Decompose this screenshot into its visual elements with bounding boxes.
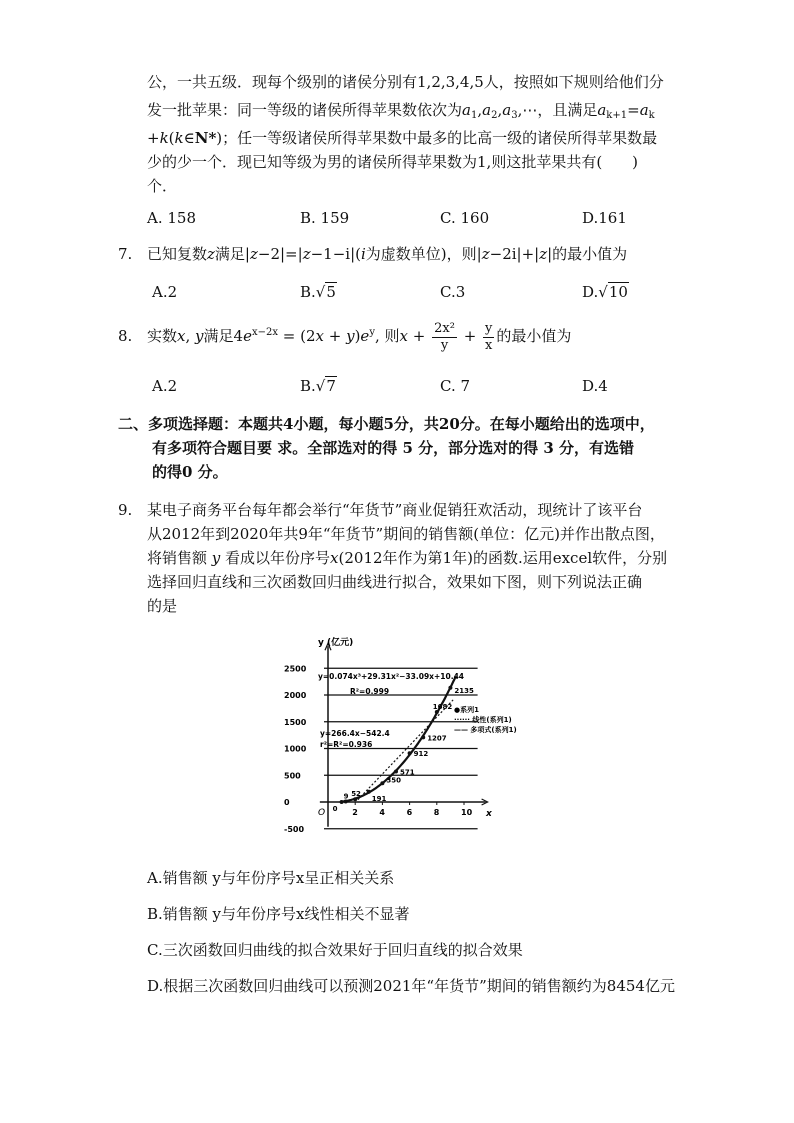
q7-var: z (539, 245, 548, 263)
q8-exp: x−2x (251, 327, 278, 338)
q6-var: a (639, 101, 649, 119)
data-label: 571 (400, 768, 415, 777)
q7-text: −2i|+| (489, 245, 540, 263)
q7-var: z (302, 245, 311, 263)
x-tick-label: 2 (352, 808, 358, 817)
data-point (408, 751, 412, 755)
q6-line4 (147, 152, 638, 172)
q8-text: 满足 (203, 327, 234, 345)
q6-set: N* (194, 129, 217, 147)
data-label: 1207 (427, 734, 447, 743)
legend-linear: ······ 线性(系列1) (454, 716, 512, 724)
q7-text: −1−i|( (310, 245, 361, 263)
q7-var: z (249, 245, 258, 263)
legend-poly: —— 多项式(系列1) (454, 726, 517, 734)
q8-var: e (360, 327, 370, 345)
q6-option-c: C. 160 (440, 209, 490, 227)
q9-option-a: A.销售额 y与年份序号x呈正相关关系 (147, 869, 395, 887)
q7-text: 为虚数单位)，则| (365, 245, 482, 263)
q6-line3 (147, 128, 657, 148)
x-axis-label: x (486, 809, 492, 819)
q6-sep: , (477, 101, 483, 119)
q6-sub: k (648, 110, 655, 121)
q7-option-b-label: B. (300, 283, 316, 301)
q7-option-d-radicand: 10 (608, 283, 628, 301)
q6-line2 (147, 100, 655, 120)
x-tick-label: 8 (433, 808, 440, 817)
x-tick-label: 10 (461, 808, 473, 817)
q6-sep: , (497, 101, 503, 119)
y-tick-label: 2500 (284, 664, 307, 674)
q7-text: −2|=| (257, 245, 303, 263)
q7-option-d (582, 282, 629, 302)
q6-var: k (174, 129, 184, 147)
q9-option-c: C.三次函数回归曲线的拟合效果好于回归直线的拟合效果 (147, 941, 523, 959)
data-label: 350 (386, 776, 402, 785)
q7-var: z (207, 245, 215, 263)
q6-text: ,⋯，且满足 (517, 101, 598, 119)
q8-fraction-1 (432, 321, 457, 354)
poly-r2: R²=0.999 (350, 687, 390, 696)
data-point (448, 686, 452, 690)
q6-text: ( (168, 129, 175, 147)
q8-option-a: A.2 (152, 377, 178, 395)
data-label: 52 (351, 790, 361, 799)
q8-var: x (399, 327, 408, 345)
data-points (333, 686, 474, 813)
data-point (380, 781, 384, 785)
data-point (394, 769, 398, 773)
q6-eq: = (627, 101, 640, 119)
y-tick-label: 0 (284, 798, 290, 807)
q6-sub: 3 (511, 110, 518, 121)
y-tick-label: 1000 (284, 744, 307, 754)
q6-text: 个． (147, 177, 178, 195)
q9-text: 将销售额 (147, 549, 212, 567)
q9-var: x (330, 549, 339, 567)
q9-line3 (147, 548, 667, 568)
linear-fit-line (358, 700, 453, 800)
y-tick-label: 1500 (284, 717, 307, 727)
q8-text: = (2 (278, 327, 316, 345)
q7-option-b-radicand: 5 (326, 283, 336, 301)
q6-var: k (159, 129, 169, 147)
q6-var: a (462, 101, 471, 119)
q8-option-b-radicand: 7 (326, 377, 336, 395)
q9-option-b: B.销售额 y与年份序号x线性相关不显著 (147, 905, 410, 923)
section2-line3 (152, 462, 228, 482)
q6-var: a (597, 101, 607, 119)
q6-line1 (147, 72, 664, 92)
data-point (421, 735, 425, 739)
q7-text: 满足| (214, 245, 250, 263)
data-point (340, 800, 344, 804)
y-tick-label: 2000 (284, 691, 307, 700)
q7-option-a: A.2 (152, 283, 178, 301)
section2-text: 有多项符合题目要 求。全部选对的得 5 分，部分选对的得 3 分，有选错 (152, 439, 634, 457)
q8-option-b (300, 376, 337, 396)
q8-var: y (195, 327, 204, 345)
q9-option-d: D.根据三次函数回归曲线可以预测2021年“年货节”期间的销售额约为8454亿元 (147, 977, 675, 995)
legend-series1: ●系列1 (454, 706, 479, 714)
q8-var: x (177, 327, 186, 345)
origin-label: O (318, 808, 326, 818)
q6-option-d: D.161 (582, 209, 627, 227)
q6-line5 (147, 176, 177, 196)
sqrt-symbol: √10 (598, 283, 628, 301)
sqrt-symbol: √7 (315, 377, 336, 395)
q9-var: y (211, 549, 221, 567)
data-label: 9 (343, 792, 349, 801)
q9-number: 9. (118, 501, 133, 519)
q8-option-b-label: B. (300, 377, 316, 395)
q8-option-c: C. 7 (440, 377, 471, 395)
q7-var: i (360, 245, 366, 263)
data-label: 912 (413, 750, 429, 759)
q8-number: 8. (118, 327, 133, 345)
q9-text: (2012年作为第1年)的函数.运用excel软件，分别 (338, 549, 668, 567)
q8-var: y (346, 327, 355, 345)
q8-text: + (323, 327, 347, 345)
q9-text: 看成以年份序号 (220, 549, 331, 567)
q9-line4: 选择回归直线和三次函数回归曲线进行拟合，效果如下图，则下列说法正确 (147, 573, 643, 591)
q9-line1: 某电子商务平台每年都会举行“年货节”商业促销狂欢活动，现统计了该平台 (147, 501, 643, 519)
q7-text: 已知复数 (147, 245, 208, 263)
q8-text: 实数 (147, 327, 178, 345)
sqrt-symbol: √5 (315, 283, 336, 301)
y-tick-label: 500 (284, 771, 301, 781)
y-tick-label: -500 (284, 824, 305, 834)
q6-sub: k+1 (606, 110, 628, 121)
q8-frac-num: 2x² (434, 320, 455, 336)
q8-text: 的最小值为 (496, 327, 572, 345)
q7-option-d-label: D. (582, 283, 599, 301)
q8-exp: y (369, 327, 375, 338)
q9-line5: 的是 (147, 597, 178, 615)
q6-line2-text: 发一批苹果：同一等级的诸侯所得苹果数依次为 (147, 101, 463, 119)
q8-fraction-2 (483, 321, 494, 354)
q6-option-b: B. 159 (300, 209, 350, 227)
x-tick-label: 4 (379, 808, 385, 817)
q8-frac-den: y (440, 337, 449, 353)
q6-text: + (147, 129, 160, 147)
q7-stem (147, 244, 627, 264)
data-label: 191 (371, 794, 387, 803)
q8-text: ) (354, 327, 361, 345)
linear-equation: y=266.4x−542.4 (320, 729, 390, 738)
q8-text: 4 (233, 327, 244, 345)
q8-text: + (458, 327, 482, 345)
q6-var: a (502, 101, 512, 119)
section2-line1 (118, 414, 655, 434)
q9-line2: 从2012年到2020年共9年“年货节”期间的销售额(单位：亿元)并作出散点图， (147, 525, 665, 543)
q6-line1-text: 公，一共五级．现每个级别的诸侯分别有1,2,3,4,5人，按照如下规则给他们分 (147, 73, 664, 91)
q6-text: ∈ (183, 129, 195, 147)
linear-r2: r²=R²=0.936 (320, 740, 373, 749)
x-tick-label: 6 (406, 808, 413, 817)
q7-number: 7. (118, 245, 133, 263)
q6-var: a (482, 101, 492, 119)
q6-sub: 1 (470, 110, 478, 121)
section2-text: 的得0 分。 (152, 463, 228, 481)
q8-text: , (185, 327, 196, 345)
q7-option-c: C.3 (440, 283, 466, 301)
q8-var: e (243, 327, 252, 345)
section2-line2 (152, 438, 634, 458)
data-label: 2135 (454, 686, 474, 695)
y-axis-label: y (亿元) (318, 638, 354, 648)
data-label: 1682 (432, 703, 453, 712)
q8-text: + (407, 327, 431, 345)
q8-stem (147, 318, 571, 354)
q6-sub: 2 (491, 110, 498, 121)
scatter-chart (282, 633, 517, 843)
q8-frac-num: y (485, 320, 493, 336)
q6-text: )；任一等级诸侯所得苹果数中最多的比高一级的诸侯所得苹果数最 (216, 129, 658, 147)
q8-var: x (315, 327, 324, 345)
data-label: 0 (332, 805, 338, 813)
q7-option-b (300, 282, 337, 302)
section2-text: 二、多项选择题：本题共4小题，每小题5分，共20分。在每小题给出的选项中， (118, 415, 655, 433)
q7-text: |的最小值为 (547, 245, 628, 263)
poly-equation: y=0.074x³+29.31x²−33.09x+10.44 (318, 672, 465, 681)
q7-var: z (481, 245, 490, 263)
data-point (367, 790, 371, 794)
q6-option-a: A. 158 (147, 209, 196, 227)
q6-text: 少的少一个．现已知等级为男的诸侯所得苹果数为1,则这批苹果共有( ) (147, 153, 639, 171)
q8-text: , 则 (374, 327, 400, 345)
q8-option-d: D.4 (582, 377, 608, 395)
q8-frac-den: x (485, 337, 493, 353)
